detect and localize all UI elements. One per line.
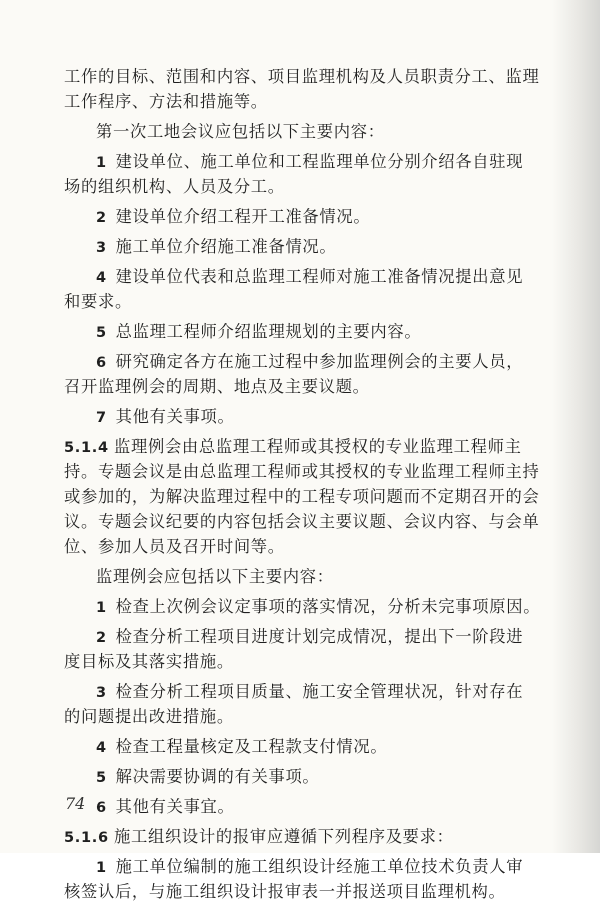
text-line [64,624,534,649]
item-number: 3 [96,685,107,701]
line-text: 施工单位介绍施工准备情况。 [115,237,337,256]
text-line [64,854,534,879]
item-number: 1 [96,155,107,171]
line-text: 建设单位代表和总监理工程师对施工准备情况提出意见 [115,267,524,286]
line-text: 检查工程量核定及工程款支付情况。 [115,737,388,756]
line-text: 研究确定各方在施工过程中参加监理例会的主要人员， [115,352,524,371]
section-line [64,824,534,849]
page-spine-shadow [552,0,600,853]
item-number: 1 [96,600,107,616]
text-line [64,234,534,259]
item-number: 5 [96,325,107,341]
line-text: 持。专题会议是由总监理工程师或其授权的专业监理工程师主持 [64,462,540,481]
section-line [64,434,534,459]
line-text: 总监理工程师介绍监理规划的主要内容。 [115,322,422,341]
text-line [64,349,534,374]
text-line [64,174,534,199]
line-text: 监理例会由总监理工程师或其授权的专业监理工程师主 [114,437,522,456]
line-text: 建设单位、施工单位和工程监理单位分别介绍各自驻现 [115,152,524,171]
line-text: 核签认后，与施工组织设计报审表一并报送项目监理机构。 [64,882,506,901]
line-text: 其他有关事宜。 [115,797,235,816]
line-text: 或参加的，为解决监理过程中的工程专项问题而不定期召开的会 [64,487,540,506]
item-number: 6 [96,355,107,371]
line-text: 工作程序、方法和措施等。 [64,92,268,111]
text-line [64,594,541,619]
section-number: 5.1.6 [64,830,109,846]
text-line [64,509,540,534]
line-text: 检查分析工程项目进度计划完成情况，提出下一阶段进 [115,627,524,646]
line-text: 位、参加人员及召开时间等。 [64,537,285,556]
line-text: 工作的目标、范围和内容、项目监理机构及人员职责分工、监理 [64,67,540,86]
line-text: 第一次工地会议应包括以下主要内容： [96,122,385,141]
text-line [64,319,534,344]
text-line [64,149,534,174]
line-text: 解决需要协调的有关事项。 [115,767,320,786]
text-line [64,649,534,674]
item-number: 1 [96,860,107,876]
text-line [64,734,534,759]
line-text: 施工单位编制的施工组织设计经施工单位技术负责人审 [115,857,524,876]
line-text: 施工组织设计的报审应遵循下列程序及要求： [114,827,454,846]
line-text: 召开监理例会的周期、地点及主要议题。 [64,377,370,396]
text-line [64,879,534,904]
line-text: 检查上次例会议定事项的落实情况，分析未完事项原因。 [115,597,541,616]
item-number: 4 [96,740,107,756]
page-number: 74 [65,794,86,813]
line-text: 监理例会应包括以下主要内容： [96,567,334,586]
text-line [64,459,540,484]
document-body [64,64,541,904]
item-number: 3 [96,240,107,256]
text-line [64,119,534,144]
item-number: 5 [96,770,107,786]
text-line [64,64,540,89]
item-number: 2 [96,210,107,226]
line-text: 的问题提出改进措施。 [64,707,234,726]
line-text: 检查分析工程项目质量、施工安全管理状况，针对存在 [115,682,524,701]
line-text: 场的组织机构、人员及分工。 [64,177,285,196]
text-line [64,679,534,704]
text-line [64,404,534,429]
text-line [64,764,534,789]
text-line [64,564,534,589]
line-text: 议。专题会议纪要的内容包括会议主要议题、会议内容、与会单 [64,512,540,531]
item-number: 4 [96,270,107,286]
text-line [64,794,534,819]
section-number: 5.1.4 [64,440,109,456]
text-line [64,289,534,314]
line-text: 其他有关事项。 [115,407,235,426]
item-number: 2 [96,630,107,646]
line-text: 和要求。 [64,292,132,311]
text-line [64,374,534,399]
text-line [64,704,534,729]
item-number: 7 [96,410,107,426]
line-text: 建设单位介绍工程开工准备情况。 [115,207,371,226]
text-line [64,534,534,559]
text-line [64,484,540,509]
text-line [64,89,534,114]
item-number: 6 [96,800,107,816]
text-line [64,264,534,289]
line-text: 度目标及其落实措施。 [64,652,234,671]
text-line [64,204,534,229]
